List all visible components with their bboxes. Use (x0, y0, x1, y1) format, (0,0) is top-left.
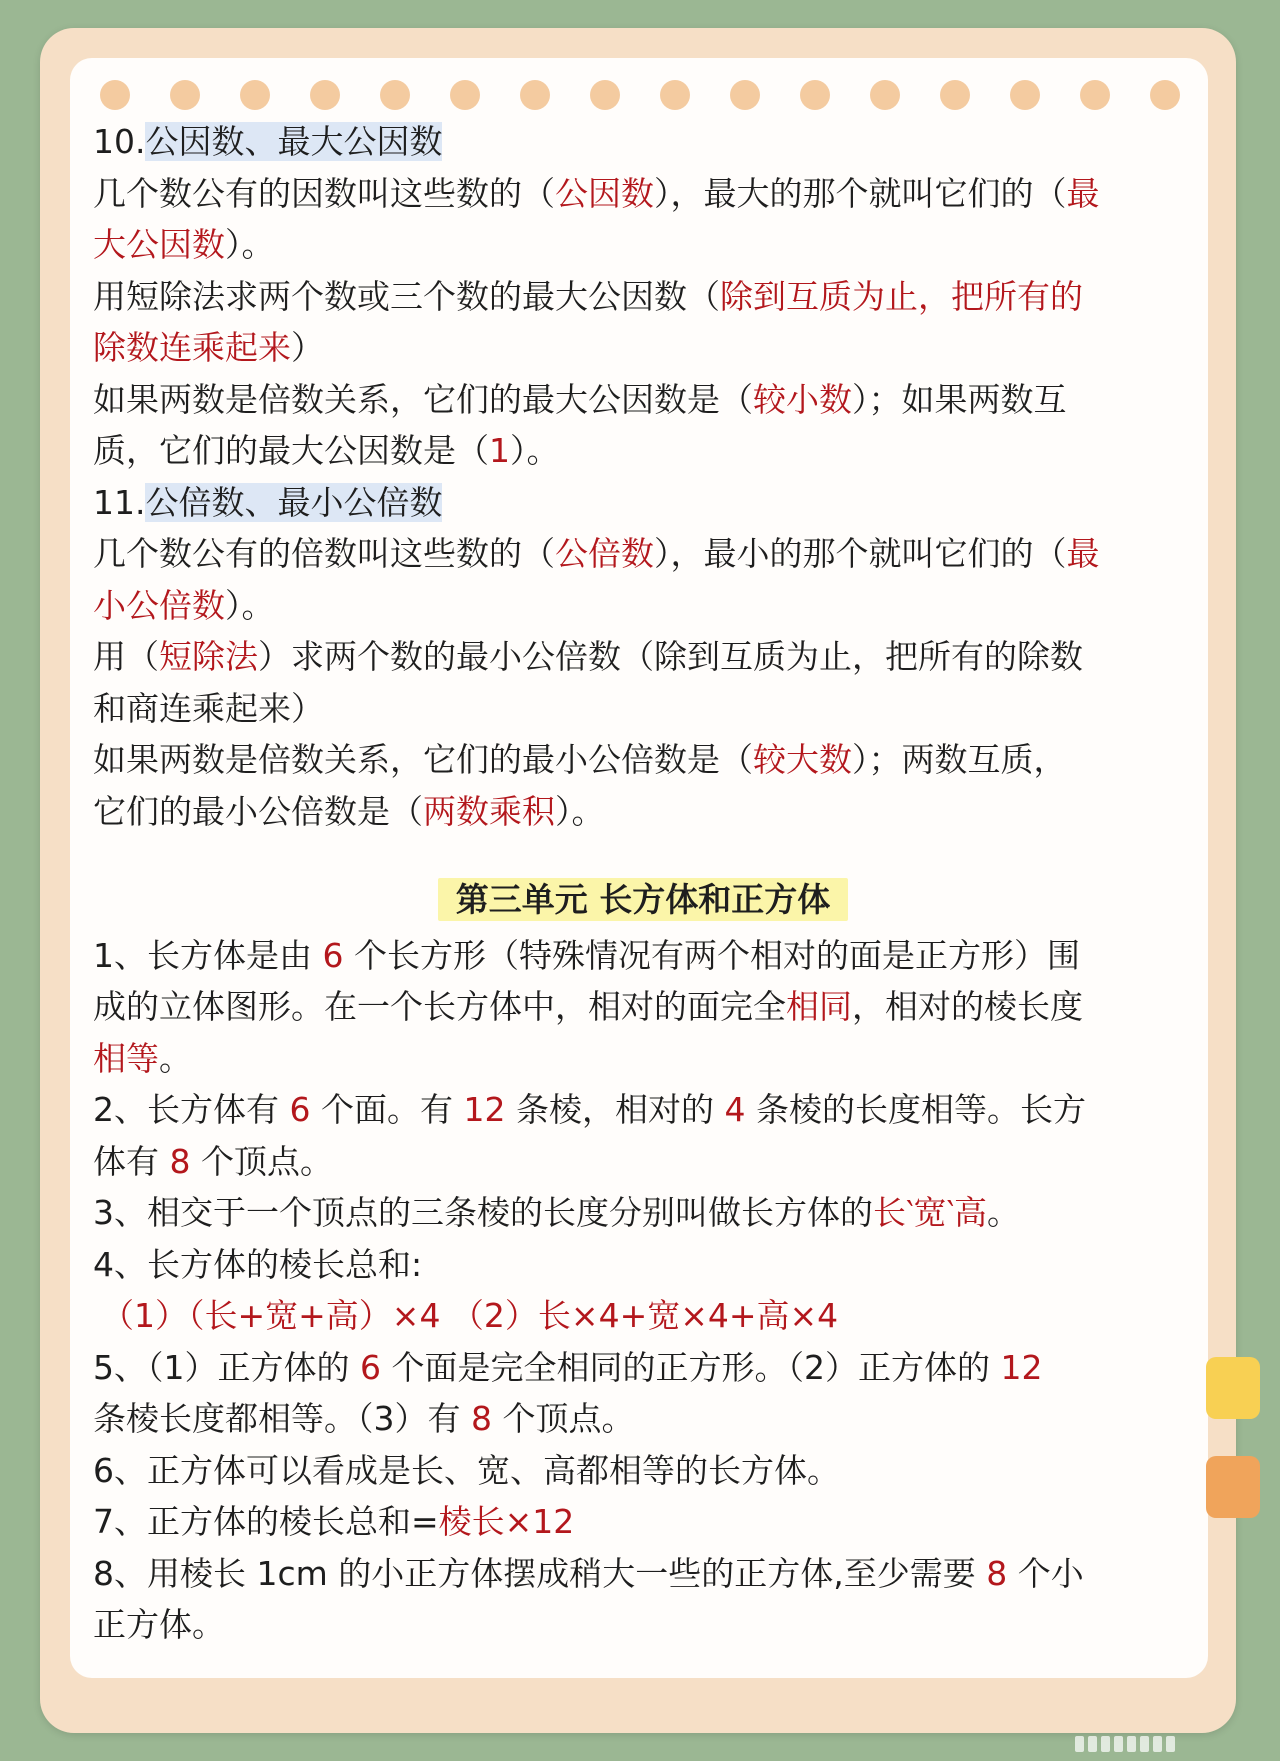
binder-hole (800, 80, 830, 110)
text-line: 用短除法求两个数或三个数的最大公因数（除到互质为止，把所有的 (93, 276, 1083, 316)
index-tab-orange (1206, 1456, 1260, 1518)
section-11-heading-text: 公倍数、最小公倍数 (145, 482, 443, 522)
text-line: 小公倍数）。 (93, 585, 275, 625)
binder-hole (870, 80, 900, 110)
binder-hole (450, 80, 480, 110)
watermark-bars-icon (1075, 1736, 1175, 1752)
text-line: 质，它们的最大公因数是（1）。 (93, 431, 560, 470)
binder-hole (100, 80, 130, 110)
text-line: 和商连乘起来） (93, 688, 324, 728)
binder-hole (310, 80, 340, 110)
binder-hole (1010, 80, 1040, 110)
text-line: 5、（1）正方体的 6 个面是完全相同的正方形。（2）正方体的 12 (93, 1347, 1043, 1387)
binder-hole (940, 80, 970, 110)
text-line: 2、长方体有 6 个面。有 12 条棱，相对的 4 条棱的长度相等。长方 (93, 1090, 1086, 1129)
binder-hole (380, 80, 410, 110)
text-line: 它们的最小公倍数是（两数乘积）。 (93, 791, 605, 831)
binder-hole (1080, 80, 1110, 110)
text-line: 用（短除法）求两个数的最小公倍数（除到互质为止，把所有的除数 (93, 637, 1083, 676)
binder-hole (240, 80, 270, 110)
text-line: 几个数公有的倍数叫这些数的（公倍数），最小的那个就叫它们的（最 (93, 534, 1100, 573)
text-line: 3、相交于一个顶点的三条棱的长度分别叫做长方体的长‵宽‵高。 (93, 1193, 1020, 1232)
text-line: 大公因数）。 (93, 225, 275, 264)
text-line: 几个数公有的因数叫这些数的（公因数），最大的那个就叫它们的（最 (93, 173, 1100, 213)
section-10-heading-text: 公因数、最大公因数 (145, 122, 443, 161)
text-line: 4、长方体的棱长总和: (93, 1244, 423, 1284)
text-line: 1、长方体是由 6 个长方形（特殊情况有两个相对的面是正方形）围 (93, 935, 1080, 975)
notes-content (93, 116, 1193, 1651)
section-10-heading: 10.公因数、最大公因数 (93, 122, 443, 161)
index-tab-yellow (1206, 1357, 1260, 1419)
text-line: 正方体。 (93, 1605, 225, 1644)
text-line: 体有 8 个顶点。 (93, 1141, 333, 1181)
unit-3-title: 第三单元 长方体和正方体 (93, 874, 1193, 926)
text-line: 8、用棱长 1cm 的小正方体摆成稍大一些的正方体,至少需要 8 个小 (93, 1553, 1084, 1593)
text-line: 相等。 (93, 1038, 192, 1078)
text-line: 7、正方体的棱长总和=棱长×12 (93, 1502, 575, 1541)
text-line: 如果两数是倍数关系，它们的最小公倍数是（较大数）；两数互质， (93, 740, 1067, 779)
binder-hole (590, 80, 620, 110)
binder-hole (660, 80, 690, 110)
binder-hole (170, 80, 200, 110)
text-line: 如果两数是倍数关系，它们的最大公因数是（较小数）；如果两数互 (93, 379, 1067, 419)
text-line: 条棱长度都相等。（3）有 8 个顶点。 (93, 1399, 635, 1438)
binder-hole (1150, 80, 1180, 110)
formula-line: （1）（长+宽+高）×4 （2）长×4+宽×4+高×4 (101, 1296, 839, 1335)
binder-hole (730, 80, 760, 110)
text-line: 除数连乘起来） (93, 328, 324, 367)
text-line: 成的立体图形。在一个长方体中，相对的面完全相同，相对的棱长度 (93, 987, 1083, 1026)
binder-hole (520, 80, 550, 110)
section-11-heading: 11.公倍数、最小公倍数 (93, 482, 443, 522)
text-line: 6、正方体可以看成是长、宽、高都相等的长方体。 (93, 1450, 840, 1490)
binder-holes (100, 80, 1180, 112)
